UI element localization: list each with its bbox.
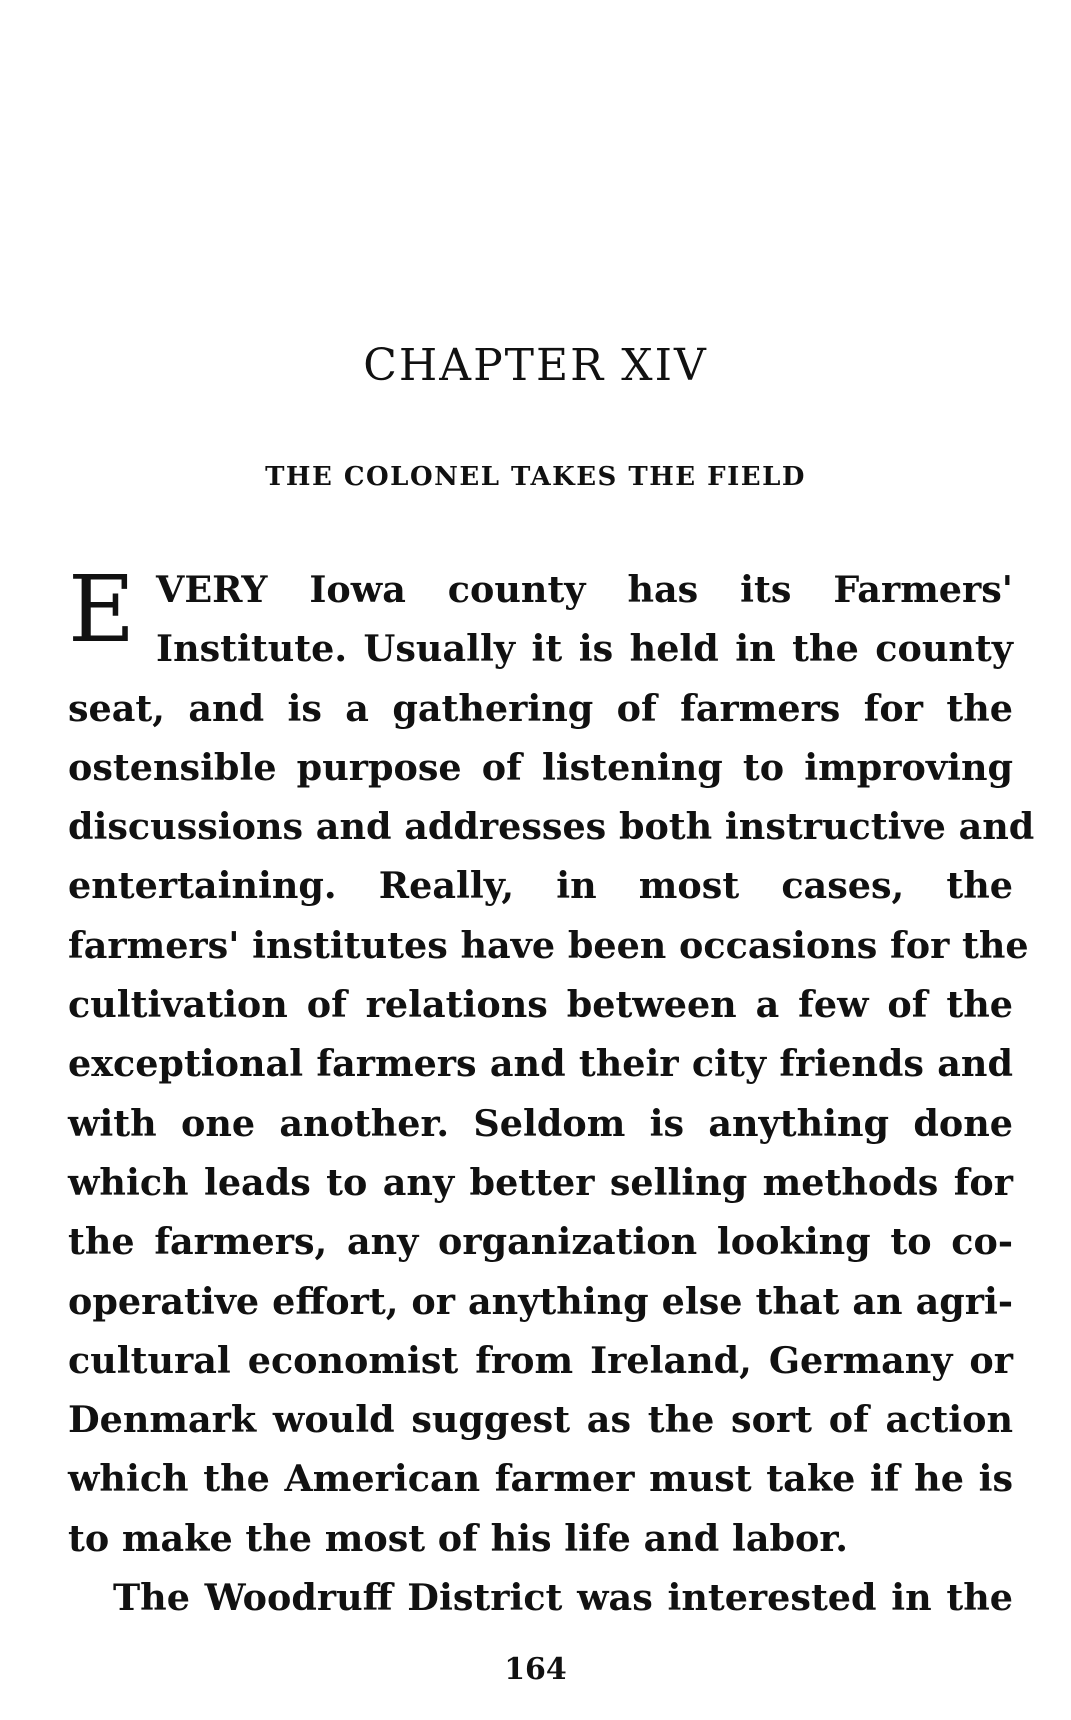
- text-line: cultural economist from Ireland, Germany or: [68, 1338, 1013, 1382]
- text-line: operative effort, or anything else that an agri-: [68, 1279, 1013, 1323]
- text-line: which the American farmer must take if he is: [68, 1457, 1013, 1501]
- text-line: to make the most of his life and labor.: [68, 1516, 848, 1560]
- chapter-heading: CHAPTER XIV: [363, 340, 708, 391]
- text-line: ostensible purpose of listening to improving: [68, 745, 1013, 789]
- page-number: 164: [504, 1652, 567, 1680]
- drop-cap: E: [68, 556, 136, 663]
- text-line: The Woodruff District was interested in the: [113, 1576, 1013, 1620]
- text-line: Denmark would suggest as the sort of action: [68, 1398, 1013, 1442]
- text-line: Institute. Usually it is held in the county: [156, 627, 1013, 671]
- chapter-title: THE COLONEL TAKES THE FIELD: [265, 462, 806, 492]
- text-line: VERY Iowa county has its Farmers': [156, 568, 1013, 611]
- text-line: exceptional farmers and their city friends and: [68, 1042, 1013, 1086]
- text-line: entertaining. Really, in most cases, the: [68, 864, 1013, 908]
- text-line: with one another. Seldom is anything done: [68, 1101, 1013, 1145]
- text-line: seat, and is a gathering of farmers for the: [68, 686, 1013, 730]
- text-line: discussions and addresses both instructive and: [68, 805, 1035, 849]
- text-line: which leads to any better selling methods for: [68, 1160, 1013, 1204]
- text-line: the farmers, any organization looking to co-: [68, 1220, 1013, 1264]
- body-text: [68, 556, 1035, 1627]
- text-line: cultivation of relations between a few of the: [68, 983, 1013, 1027]
- text-line: farmers' institutes have been occasions for the: [68, 923, 1029, 967]
